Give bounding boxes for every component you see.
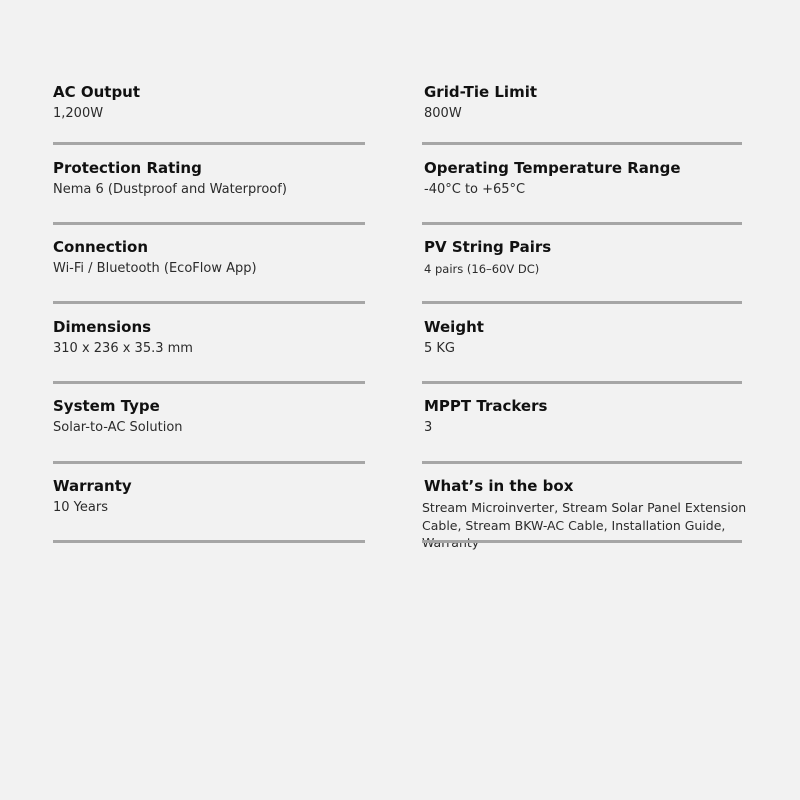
divider — [53, 301, 365, 304]
spec-grid-tie-limit — [424, 82, 736, 123]
divider — [53, 142, 365, 145]
spec-value: 800W — [424, 106, 462, 121]
spec-value: Stream Microinverter, Stream Solar Panel Extension Cable, Stream BKW-AC Cable, Installation Guide, — [422, 500, 747, 533]
spec-mppt-trackers — [424, 396, 736, 437]
spec-label: PV String Pairs — [424, 238, 552, 256]
spec-label: Connection — [53, 238, 149, 256]
spec-operating-temperature — [424, 158, 736, 199]
divider — [422, 301, 742, 304]
spec-value: Wi-Fi / Bluetooth (EcoFlow App) — [53, 261, 257, 276]
spec-label: Protection Rating — [53, 159, 202, 177]
spec-warranty — [53, 476, 365, 517]
spec-value: 310 x 236 x 35.3 mm — [53, 341, 193, 356]
spec-value: Nema 6 (Dustproof and Waterproof) — [53, 182, 287, 197]
spec-value: 10 Years — [53, 500, 108, 515]
spec-value: 4 pairs (16–60V DC) — [424, 262, 540, 276]
spec-label: AC Output — [53, 83, 141, 101]
divider — [422, 461, 742, 464]
spec-ac-output — [53, 82, 365, 123]
spec-label: MPPT Trackers — [424, 397, 548, 415]
spec-label: Weight — [424, 318, 484, 336]
divider — [53, 381, 365, 384]
spec-label: Operating Temperature Range — [424, 159, 681, 177]
spec-value: -40°C to +65°C — [424, 182, 526, 197]
divider — [422, 381, 742, 384]
spec-protection-rating — [53, 158, 365, 199]
spec-weight — [424, 317, 736, 358]
spec-label: Warranty — [53, 477, 132, 495]
divider — [53, 540, 365, 543]
spec-label: Grid-Tie Limit — [424, 83, 538, 101]
spec-system-type — [53, 396, 365, 437]
spec-value: 3 — [424, 420, 433, 435]
spec-dimensions — [53, 317, 365, 358]
spec-label: System Type — [53, 397, 160, 415]
spec-label: What’s in the box — [424, 477, 574, 495]
spec-pv-string-pairs — [424, 237, 736, 278]
spec-label: Dimensions — [53, 318, 152, 336]
divider — [53, 461, 365, 464]
spec-connection — [53, 237, 365, 278]
spec-value: 1,200W — [53, 106, 104, 121]
divider — [422, 222, 742, 225]
divider — [422, 142, 742, 145]
divider — [53, 222, 365, 225]
spec-value: Solar-to-AC Solution — [53, 420, 183, 435]
divider — [422, 540, 742, 543]
spec-value: 5 KG — [424, 341, 456, 356]
